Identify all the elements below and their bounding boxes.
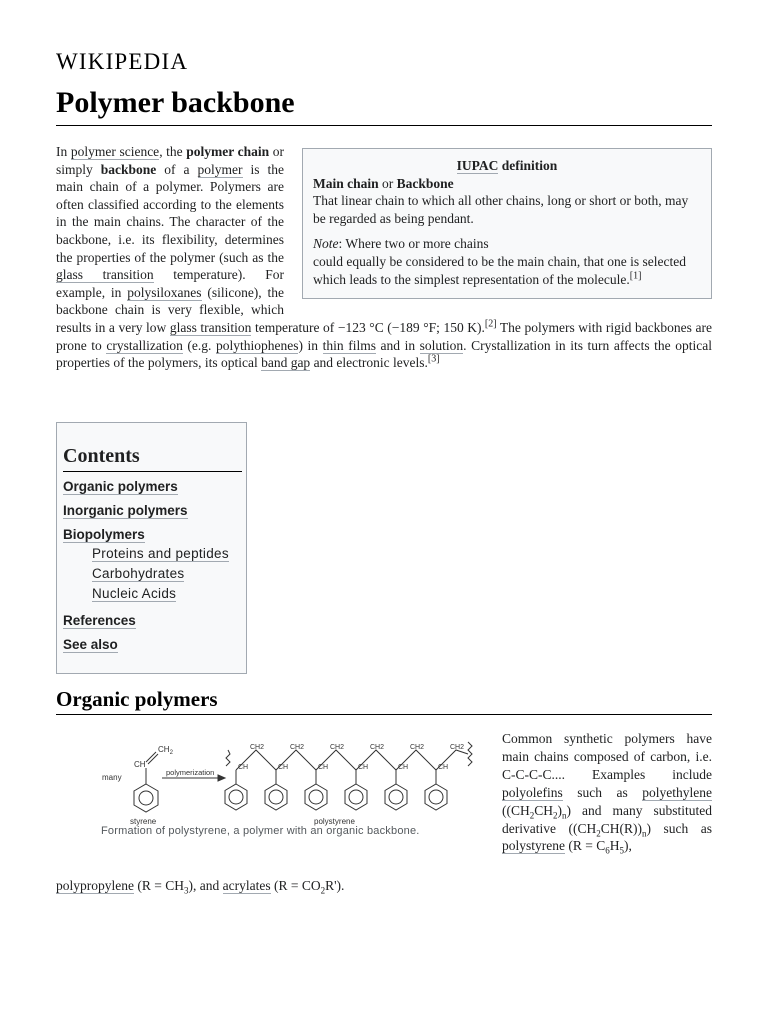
link-polythiophenes[interactable]: polythiophenes <box>215 337 299 353</box>
toc-item-inorganic-polymers[interactable] <box>63 502 240 520</box>
intro-text: and electronic levels. <box>310 355 428 371</box>
intro-text: temperature of −123 °C (−189 °F; 150 K). <box>251 319 485 335</box>
intro-text: The polymers with rigid backbones are prone to <box>56 319 712 353</box>
benzene-ring <box>345 784 367 810</box>
toc-item-label: References <box>63 613 136 628</box>
intro-text: In <box>56 144 71 159</box>
intro-text: , the <box>159 144 187 159</box>
benzene-ring <box>385 784 407 810</box>
chain-ch-label: CH <box>398 764 409 771</box>
chain-ch2-label: CH2 <box>290 744 305 751</box>
label-styrene: styrene <box>130 817 157 826</box>
intro-text: temperature). For example, in <box>56 267 284 300</box>
chain-ch-label: CH <box>438 764 449 771</box>
toc-item-label: Organic polymers <box>63 479 178 494</box>
figure-caption: Formation of polystyrene, a polymer with an organic backbone. <box>101 825 420 837</box>
aromatic-circle <box>229 790 243 804</box>
styrene-benzene-ring <box>134 784 158 812</box>
link-polyethylene[interactable]: polyethylene <box>642 784 712 800</box>
label-ch: CH <box>134 760 146 769</box>
link-polysiloxanes[interactable]: polysiloxanes <box>127 284 202 300</box>
aromatic-circle <box>389 790 403 804</box>
toc-subitem-proteins[interactable] <box>92 544 240 564</box>
label-ch2: $CH_2$ <box>158 745 173 756</box>
intro-text: is the main chain of a polymer. Polymers are often classified according to the elements in the main chains. The character of the backbone, i.e. its flexibility, determines the properties of the polymer (such as the <box>56 161 284 265</box>
organic-paragraph-continued: polypropylene $(R = CH_3)$, and acrylates $(R = CO_2R')$. <box>56 878 345 896</box>
link-polyolefins[interactable]: polyolefins <box>502 784 563 800</box>
note-rest: could equally be considered to be the main chain, that one is selected which leads to the simplest representation of the molecule. <box>313 253 686 287</box>
benzene-ring <box>305 784 327 810</box>
link-polystyrene[interactable]: polystyrene <box>502 838 565 854</box>
note-line1: : Where two or more chains <box>338 236 489 252</box>
toc-subitem-label: Proteins and peptides <box>92 546 229 561</box>
chain-ch-label: CH <box>358 764 369 771</box>
aromatic-circle <box>349 790 363 804</box>
chain-ch-label: CH <box>238 764 249 771</box>
label-many: many <box>102 773 122 782</box>
bold-polymer-chain: polymer chain <box>186 144 270 159</box>
iupac-definition-text: That linear chain to which all other chains, long or short or both, may be regarded as being pendant. <box>313 193 689 226</box>
toc-subitem-nucleic-acids[interactable] <box>92 584 240 604</box>
iupac-note <box>313 235 701 288</box>
link-glass-transition[interactable]: glass transition <box>56 267 154 283</box>
intro-text: (e.g. <box>182 337 216 353</box>
intro-text: and in <box>375 337 420 353</box>
section-heading-organic-polymers: Organic polymers <box>56 687 218 711</box>
table-of-contents <box>56 422 247 674</box>
intro-paragraph <box>56 143 712 372</box>
toc-item-references[interactable] <box>63 612 240 630</box>
term-or: or <box>378 175 397 191</box>
chain-ch-label: CH <box>318 764 329 771</box>
toc-item-label: See also <box>63 637 118 652</box>
ref-link-1[interactable]: [1] <box>629 270 642 282</box>
toc-item-organic-polymers[interactable] <box>63 478 240 496</box>
intro-text: or simply <box>56 144 285 177</box>
link-acrylates[interactable]: acrylates <box>222 878 271 893</box>
link-thin-films[interactable]: thin films <box>322 337 376 353</box>
link-solution[interactable]: solution <box>419 337 464 353</box>
link-polymer-science[interactable]: polymer science <box>70 144 160 159</box>
toc-item-see-also[interactable] <box>63 636 240 654</box>
iupac-link[interactable]: IUPAC <box>456 158 499 173</box>
toc-subitem-label: Nucleic Acids <box>92 586 177 601</box>
intro-text: of a <box>156 161 198 177</box>
link-glass-transition[interactable]: glass transition <box>169 319 252 335</box>
title-divider <box>56 125 712 126</box>
intro-text: ) in <box>298 337 323 353</box>
label-polystyrene: polystyrene <box>314 817 355 826</box>
iupac-term-line <box>313 175 701 193</box>
chain-ch2-label: CH2 <box>250 744 265 751</box>
bold-backbone: backbone <box>100 161 157 177</box>
term-main-chain: Main chain <box>313 175 379 191</box>
benzene-ring <box>265 784 287 810</box>
intro-text: (silicone), the backbone chain is very flexible, which results in a very low <box>56 284 284 335</box>
iupac-definition-box <box>302 148 712 299</box>
polymer-backbone-chain <box>226 750 230 766</box>
term-backbone: Backbone <box>396 175 454 191</box>
ref-link-3[interactable]: [3] <box>427 353 440 365</box>
chain-ch2-label: CH2 <box>370 744 385 751</box>
aromatic-circle <box>269 790 283 804</box>
iupac-heading-text: definition <box>498 158 558 173</box>
link-band-gap[interactable]: band gap <box>261 355 311 371</box>
organic-paragraph: Common synthetic polymers have main chains composed of carbon, i.e. C-C-C-C.... Examples include polyolefins such as polyethylene $((CH_2CH_2)_n)$ and many substituted derivative $((CH_2CH(R))_n)$ such as polystyrene $(R = C_6H_5)$, <box>502 731 712 857</box>
chain-ch2-label: CH2 <box>410 744 425 751</box>
toc-title: Contents <box>63 445 242 472</box>
benzene-ring <box>225 784 247 810</box>
page-title: Polymer backbone <box>56 86 295 119</box>
section-divider <box>56 714 712 715</box>
link-crystallization[interactable]: crystallization <box>106 337 183 353</box>
iupac-heading <box>313 157 701 175</box>
chain-ch2-label: CH2 <box>450 744 465 751</box>
aromatic-circle <box>309 790 323 804</box>
aromatic-circle <box>429 790 443 804</box>
link-polymer[interactable]: polymer <box>197 161 243 177</box>
intro-text: . Crystallization in its turn affects the optical properties of the polymers, its optical <box>56 337 712 371</box>
chain-ch2-label: CH2 <box>330 744 345 751</box>
note-label: Note <box>313 236 339 252</box>
ref-link-2[interactable]: [2] <box>484 318 497 330</box>
chain-ch-label: CH <box>278 764 289 771</box>
label-polymerization: polymerization <box>166 768 215 777</box>
toc-subitem-carbohydrates[interactable] <box>92 564 240 584</box>
benzene-ring <box>425 784 447 810</box>
toc-item-label: Inorganic polymers <box>63 503 188 518</box>
polystyrene-rings <box>225 770 447 810</box>
toc-subitem-label: Carbohydrates <box>92 566 185 581</box>
toc-item-biopolymers[interactable] <box>63 526 240 544</box>
wikipedia-logo[interactable]: WIKIPEDIA <box>56 49 189 74</box>
toc-item-label: Biopolymers <box>63 527 145 542</box>
link-polypropylene[interactable]: polypropylene <box>56 878 134 893</box>
